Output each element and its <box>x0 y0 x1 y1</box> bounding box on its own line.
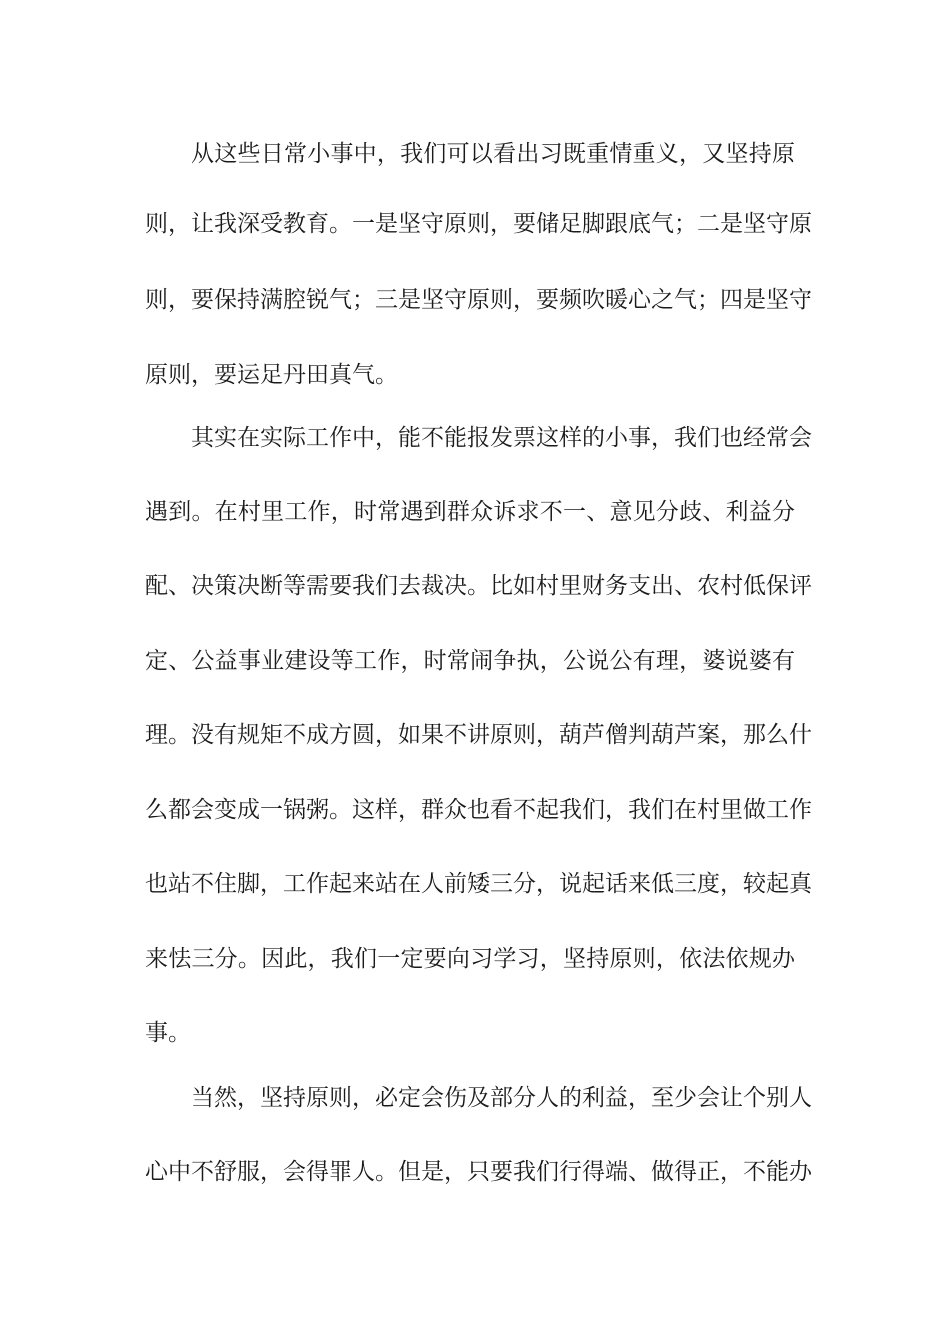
paragraph-2-line-6: 么都会变成一锅粥。这样，群众也看不起我们，我们在村里做工作 <box>145 797 812 823</box>
paragraph-2-line-1: 其实在实际工作中，能不能报发票这样的小事，我们也经常会 <box>191 425 812 451</box>
paragraph-3-line-2: 心中不舒服，会得罪人。但是，只要我们行得端、做得正，不能办 <box>145 1159 812 1185</box>
paragraph-2-line-3: 配、决策决断等需要我们去裁决。比如村里财务支出、农村低保评 <box>145 573 812 599</box>
paragraph-2-line-7: 也站不住脚，工作起来站在人前矮三分，说起话来低三度，较起真 <box>145 871 812 897</box>
paragraph-2-line-4: 定、公益事业建设等工作，时常闹争执，公说公有理，婆说婆有 <box>145 648 795 674</box>
paragraph-3-line-1: 当然，坚持原则，必定会伤及部分人的利益，至少会让个别人 <box>191 1085 812 1111</box>
paragraph-2-line-9: 事。 <box>145 1020 191 1046</box>
paragraph-2-line-2: 遇到。在村里工作，时常遇到群众诉求不一、意见分歧、利益分 <box>145 499 795 525</box>
paragraph-2-line-8: 来怯三分。因此，我们一定要向习学习，坚持原则，依法依规办 <box>145 946 795 972</box>
paragraph-1-line-3: 则，要保持满腔锐气；三是坚守原则，要频吹暖心之气；四是坚守 <box>145 287 812 313</box>
paragraph-1-line-1: 从这些日常小事中，我们可以看出习既重情重义，又坚持原 <box>191 141 795 167</box>
paragraph-1-line-4: 原则，要运足丹田真气。 <box>145 362 398 388</box>
paragraph-1-line-2: 则，让我深受教育。一是坚守原则，要储足脚跟底气；二是坚守原 <box>145 211 812 237</box>
paragraph-2-line-5: 理。没有规矩不成方圆，如果不讲原则，葫芦僧判葫芦案，那么什 <box>145 722 812 748</box>
